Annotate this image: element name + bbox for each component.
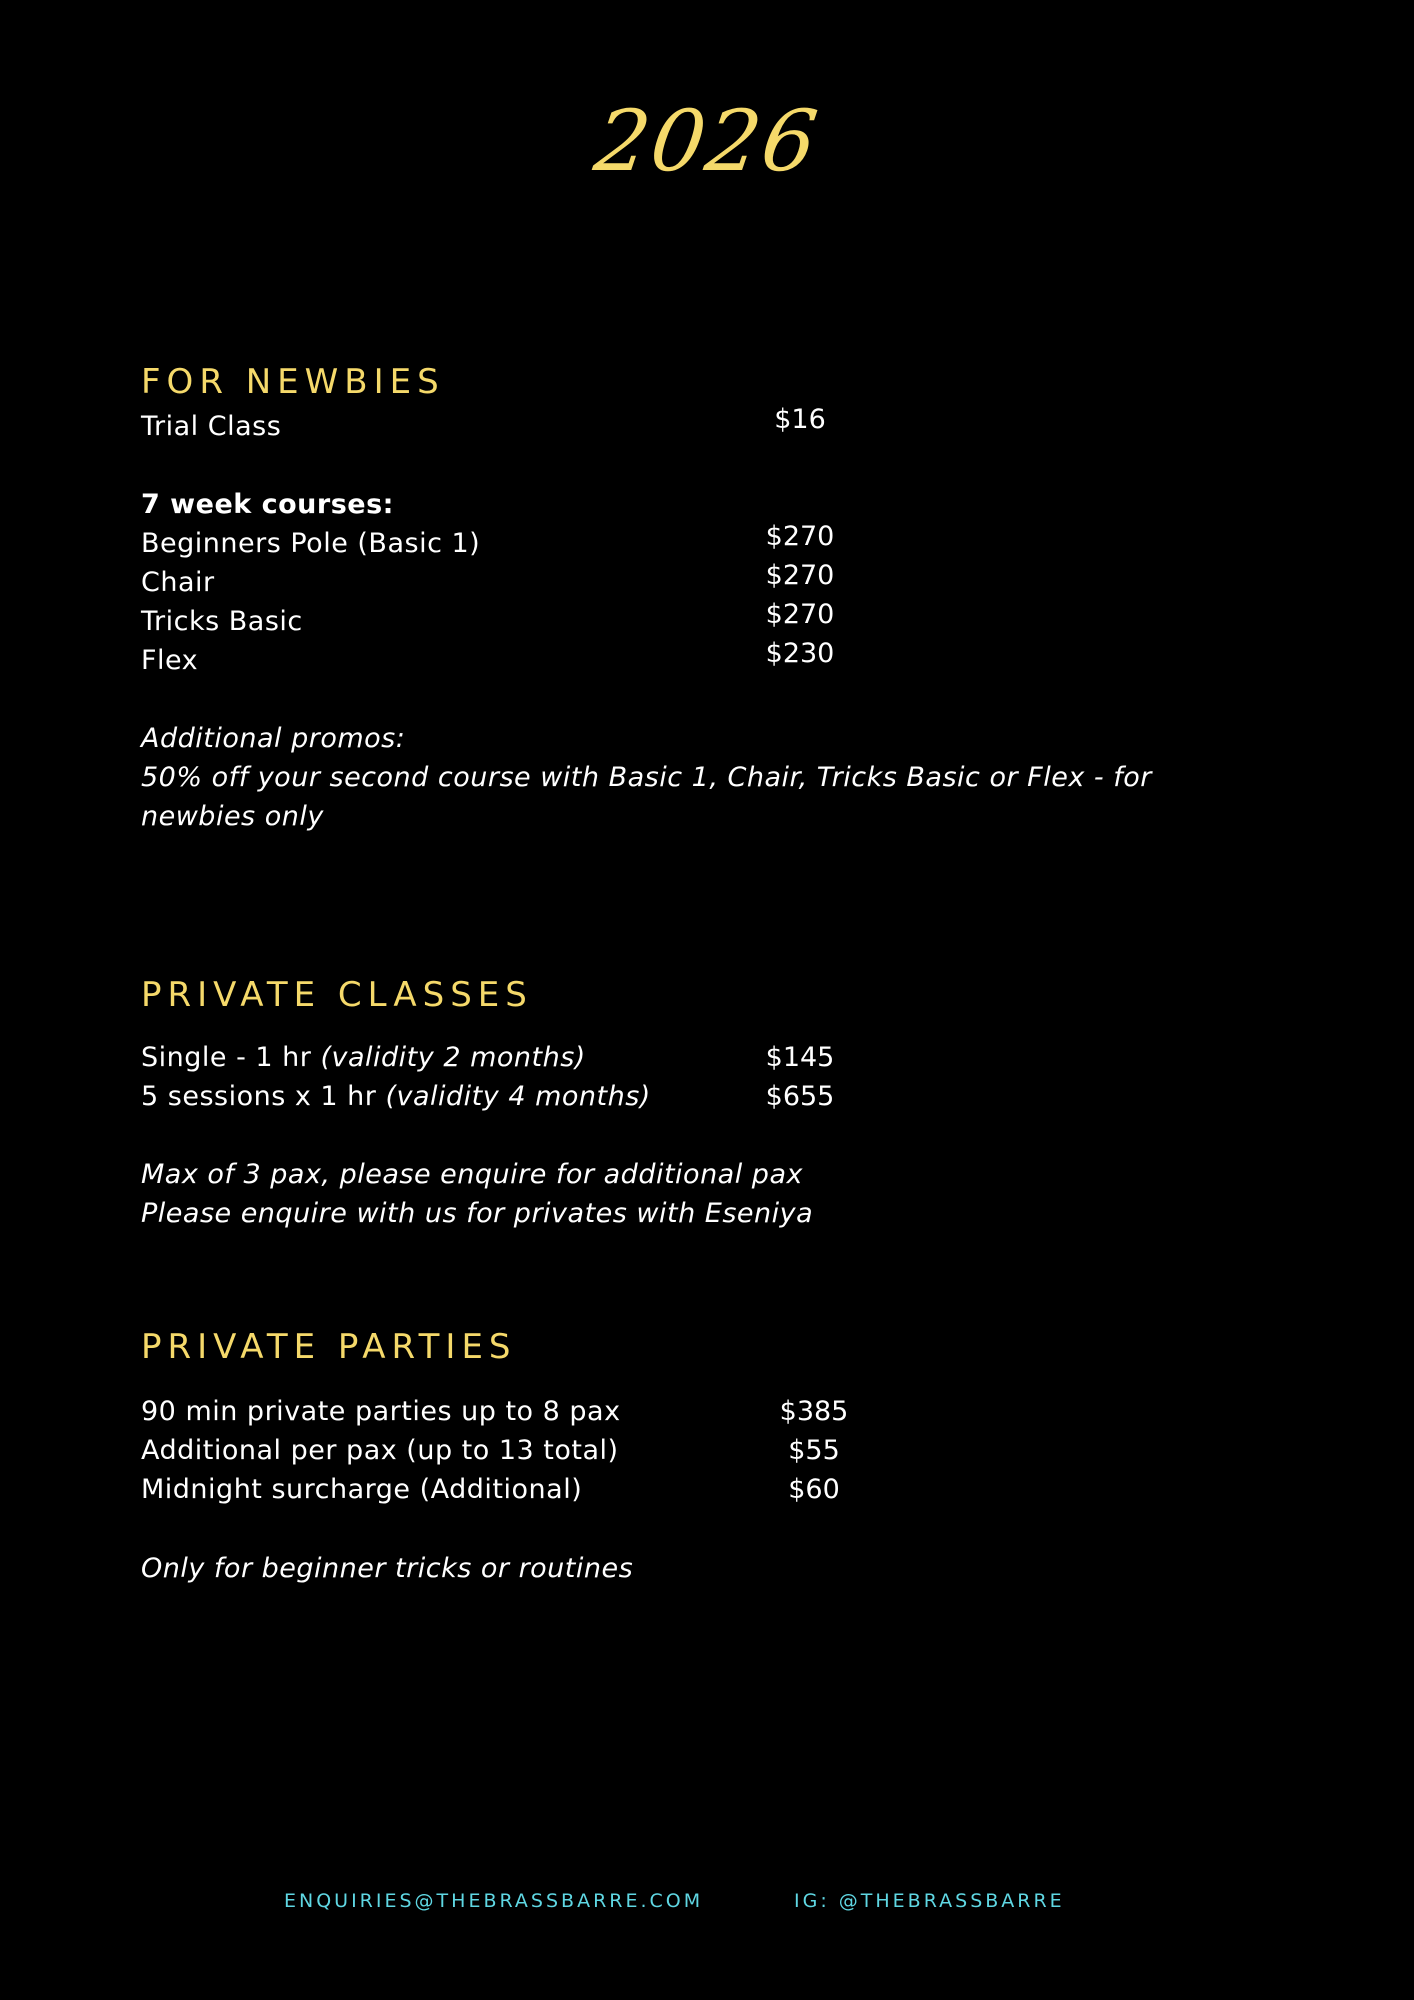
course-name-flex: Flex bbox=[141, 645, 199, 676]
promo-line-2: newbies only bbox=[141, 801, 324, 832]
party-item-90min: 90 min private parties up to 8 pax bbox=[141, 1396, 621, 1427]
section-heading-private-classes: PRIVATE CLASSES bbox=[141, 975, 533, 1015]
course-price-flex: $230 bbox=[765, 638, 835, 669]
trial-class-label: Trial Class bbox=[141, 411, 282, 442]
private-classes-note-2: Please enquire with us for privates with Eseniya bbox=[141, 1198, 814, 1229]
footer-instagram-link[interactable]: IG: @THEBRASSBARRE bbox=[794, 1890, 1065, 1912]
private-class-single-label: Single - 1 hr bbox=[141, 1042, 321, 1073]
party-price-midnight: $60 bbox=[788, 1474, 840, 1505]
page-title: 2026 bbox=[589, 92, 825, 190]
private-classes-note-1: Max of 3 pax, please enquire for additional pax bbox=[141, 1159, 803, 1190]
promo-heading: Additional promos: bbox=[141, 723, 406, 754]
private-class-5-sessions-price: $655 bbox=[765, 1081, 835, 1112]
party-price-90min: $385 bbox=[779, 1396, 849, 1427]
section-heading-newbies: FOR NEWBIES bbox=[141, 362, 445, 402]
promo-line-1: 50% off your second course with Basic 1, Chair, Tricks Basic or Flex - for bbox=[141, 762, 1152, 793]
party-item-additional-pax: Additional per pax (up to 13 total) bbox=[141, 1435, 619, 1466]
private-parties-note: Only for beginner tricks or routines bbox=[141, 1553, 634, 1584]
course-name-tricks-basic: Tricks Basic bbox=[141, 606, 303, 637]
course-price-basic1: $270 bbox=[765, 521, 835, 552]
private-class-single-validity: (validity 2 months) bbox=[320, 1042, 586, 1073]
courses-heading: 7 week courses: bbox=[141, 489, 394, 520]
private-class-5-sessions-validity: (validity 4 months) bbox=[385, 1081, 651, 1112]
trial-class-price: $16 bbox=[774, 404, 826, 435]
party-price-additional-pax: $55 bbox=[788, 1435, 840, 1466]
private-class-5-sessions-label: 5 sessions x 1 hr bbox=[141, 1081, 386, 1112]
course-name-chair: Chair bbox=[141, 567, 215, 598]
course-name-basic1: Beginners Pole (Basic 1) bbox=[141, 528, 481, 559]
private-class-5-sessions bbox=[141, 1081, 651, 1112]
private-class-single bbox=[141, 1042, 586, 1073]
course-price-tricks-basic: $270 bbox=[765, 599, 835, 630]
section-heading-private-parties: PRIVATE PARTIES bbox=[141, 1327, 517, 1367]
footer-email-link[interactable]: ENQUIRIES@THEBRASSBARRE.COM bbox=[284, 1890, 704, 1912]
course-price-chair: $270 bbox=[765, 560, 835, 591]
party-item-midnight: Midnight surcharge (Additional) bbox=[141, 1474, 583, 1505]
private-class-single-price: $145 bbox=[765, 1042, 835, 1073]
